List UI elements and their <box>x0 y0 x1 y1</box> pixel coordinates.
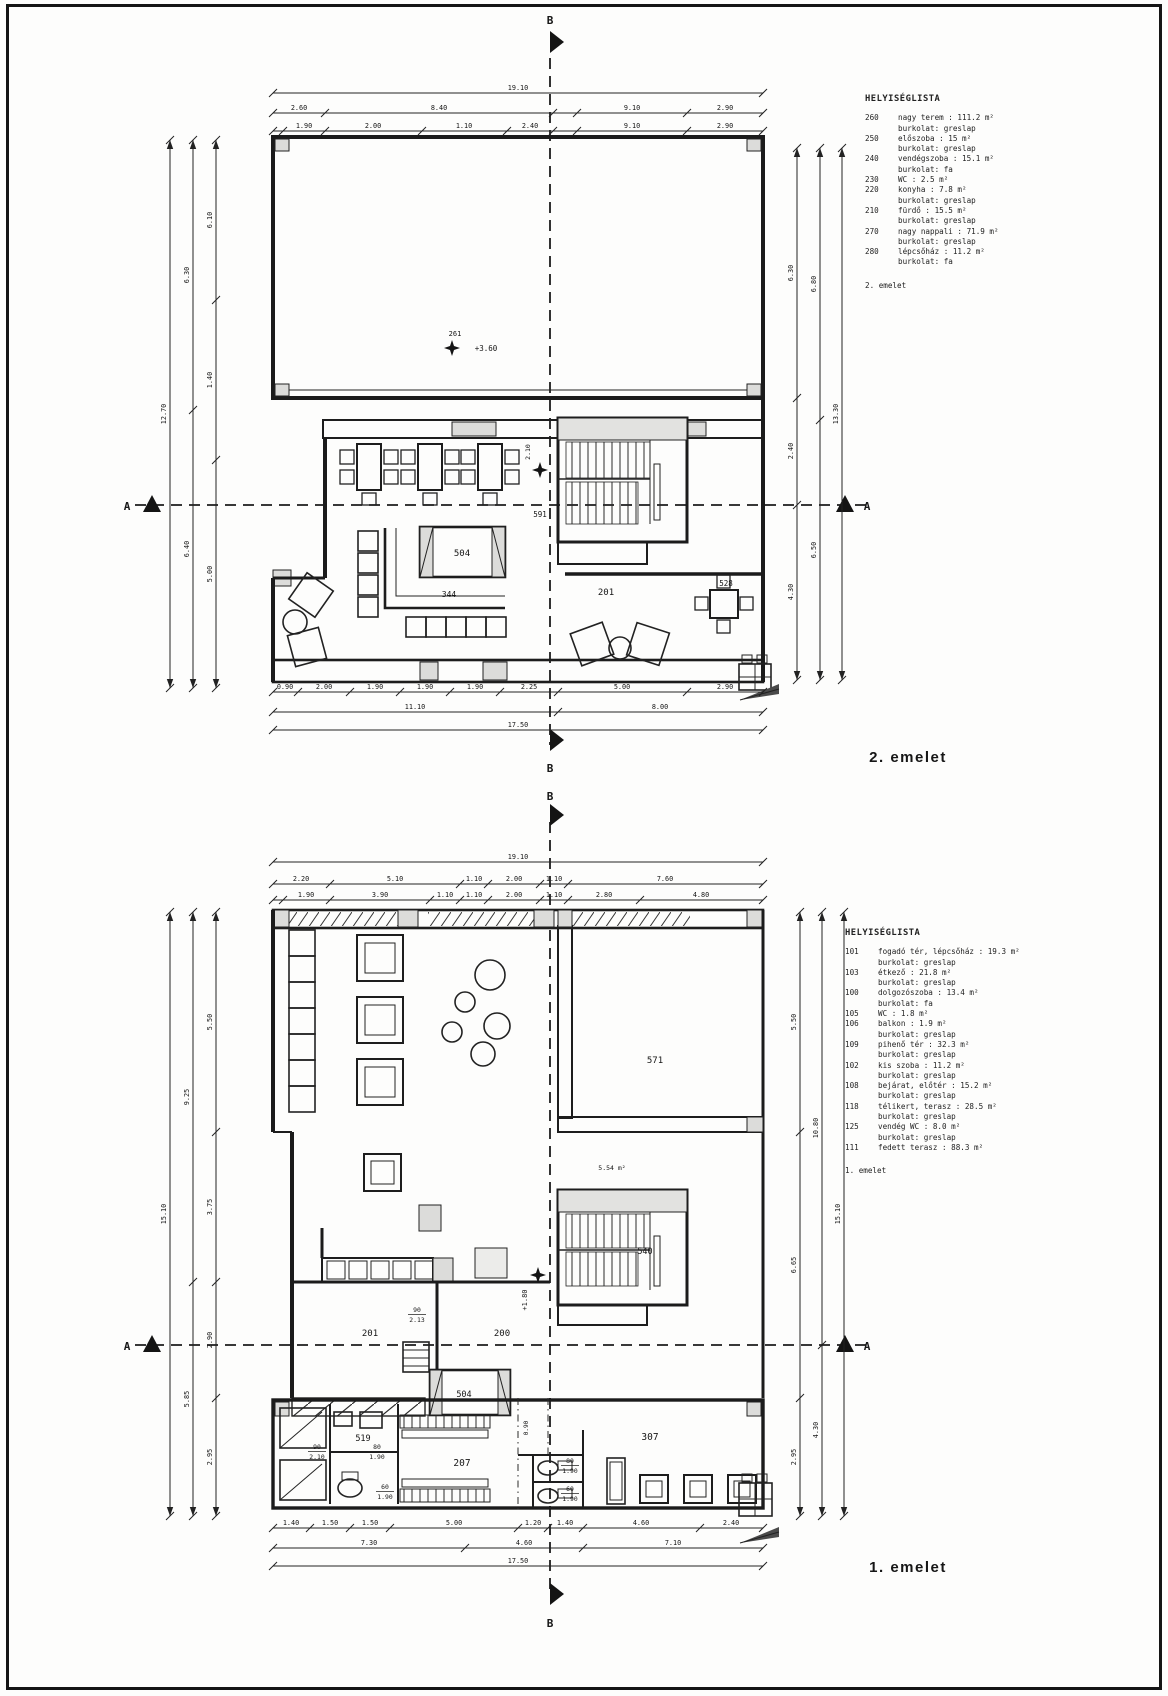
door-size-top: 90 <box>413 1306 421 1314</box>
dim-label: 1.90 <box>466 683 484 691</box>
dim-label: 2.90 <box>716 683 734 691</box>
room-label: 528 <box>719 579 733 588</box>
dim-label: 9.10 <box>623 104 641 112</box>
room-list-entry <box>865 134 999 144</box>
plan1-drawing <box>135 804 868 1605</box>
dim-label: 2.25 <box>520 683 538 691</box>
dim-label: 4.60 <box>632 1519 650 1527</box>
dim-arrow <box>167 140 173 149</box>
room-number: 230 <box>865 175 879 185</box>
door-size-bottom: 1.90 <box>562 1467 578 1475</box>
room-list-entry <box>845 1009 1020 1019</box>
dim-arrow <box>190 140 196 149</box>
dim-label: 2.60 <box>290 104 308 112</box>
room-finish: burkolat: greslap <box>898 195 976 205</box>
room-list-entry <box>845 1122 1020 1132</box>
dim-label: 4.30 <box>787 583 795 601</box>
dim-label: 2.40 <box>521 122 539 130</box>
room-label: 200 <box>493 1329 511 1339</box>
room-finish: burkolat: greslap <box>878 1070 956 1080</box>
dim-label: 2.95 <box>790 1448 798 1466</box>
dim-arrow <box>213 1507 219 1516</box>
room-finish: burkolat: greslap <box>878 978 956 988</box>
dim-label: 1.10 <box>465 891 483 899</box>
dimension-and-label-layer <box>124 14 947 1630</box>
room-label: 307 <box>641 1432 659 1443</box>
dim-label: 5.50 <box>790 1013 798 1031</box>
room-number: 118 <box>845 1101 859 1111</box>
room-name-area: étkező : 21.8 m² <box>878 967 952 977</box>
room-label: 591 <box>533 510 547 519</box>
dim-label: 9.25 <box>183 1088 191 1106</box>
dim-label: 2.90 <box>716 104 734 112</box>
room-number: 108 <box>845 1081 859 1091</box>
dim-arrow <box>167 912 173 921</box>
room-label: 207 <box>453 1458 471 1469</box>
room-label: 571 <box>646 1056 664 1066</box>
dim-arrow <box>190 912 196 921</box>
dim-label: 1.90 <box>416 683 434 691</box>
dim-label: 2.20 <box>292 875 310 883</box>
dim-label: 1.10 <box>465 875 483 883</box>
room-number: 280 <box>865 247 879 257</box>
plan1-stairwell <box>558 1190 687 1325</box>
dim-label: 2.80 <box>595 891 613 899</box>
dim-arrow <box>797 1507 803 1516</box>
room-name-area: konyha : 7.8 m² <box>898 185 967 195</box>
dim-label: 12.70 <box>160 403 168 425</box>
room-list-entry <box>865 206 999 216</box>
dim-label: 13.30 <box>832 403 840 425</box>
section-flag-b-bottom <box>550 1583 564 1605</box>
room-number: 270 <box>865 226 879 236</box>
plan2-walls <box>273 398 763 682</box>
section-line-a <box>135 495 868 512</box>
dim-arrow <box>794 148 800 157</box>
dim-label: 1.40 <box>206 371 214 389</box>
section-marker-a-left <box>143 1335 161 1352</box>
room-finish: burkolat: greslap <box>878 1050 956 1060</box>
dim-label: 5.50 <box>206 1013 214 1031</box>
room-label: 201 <box>361 1329 379 1339</box>
dim-label: 10.80 <box>812 1117 820 1139</box>
room-name-area: vendégszoba : 15.1 m² <box>898 154 995 164</box>
room-label: 261 <box>448 330 462 338</box>
room-list-entry <box>865 113 999 123</box>
dim-label: 5.85 <box>183 1390 191 1408</box>
plan1-hall <box>273 910 763 1398</box>
room-finish: burkolat: greslap <box>878 1132 956 1142</box>
dim-label: 1.10 <box>545 891 563 899</box>
room-list-entry <box>845 1081 1020 1091</box>
room-label: +3.60 <box>474 344 498 353</box>
room-name-area: fedett terasz : 88.3 m² <box>878 1142 984 1152</box>
dim-label: 8.00 <box>651 703 669 711</box>
dim-label: 7.60 <box>656 875 674 883</box>
door-size-bottom: 2.10 <box>309 1453 325 1461</box>
room-name-area: balkon : 1.9 m² <box>878 1019 947 1029</box>
dim-label: 1.90 <box>366 683 384 691</box>
dim-arrow <box>213 140 219 149</box>
room-name-area: fürdő : 15.5 m² <box>898 205 967 215</box>
room-list-rows <box>845 947 1020 1153</box>
dim-label: 4.80 <box>692 891 710 899</box>
room-name-area: dolgozószoba : 13.4 m² <box>878 988 979 998</box>
dim-label: 7.10 <box>664 1539 682 1547</box>
room-list-footer: 2. emelet <box>865 280 907 290</box>
section-marker-a-right <box>836 1335 854 1352</box>
dim-label: 1.20 <box>524 1519 542 1527</box>
dining-table <box>401 444 459 505</box>
room-finish: burkolat: greslap <box>878 957 956 967</box>
room-list-rows <box>865 113 999 267</box>
dim-arrow <box>841 1507 847 1516</box>
door-size-top: 90 <box>313 1443 321 1451</box>
room-finish: burkolat: fa <box>898 257 953 267</box>
dim-label: 1.40 <box>282 1519 300 1527</box>
room-list-title: HELYISÉGLISTA <box>865 94 941 104</box>
dim-label: 5.00 <box>613 683 631 691</box>
dim-label: 2.90 <box>716 122 734 130</box>
room-finish: burkolat: greslap <box>878 1091 956 1101</box>
plan2-drawing <box>135 31 868 751</box>
room-number: 100 <box>845 988 859 998</box>
section-flag-b-bottom <box>550 729 564 751</box>
dim-label: 6.50 <box>810 541 818 559</box>
room-label: A <box>863 1340 871 1353</box>
dim-label: 1.10 <box>545 875 563 883</box>
dim-arrow <box>839 671 845 680</box>
room-number: 220 <box>865 185 879 195</box>
dim-label: 6.80 <box>810 275 818 293</box>
dim-label: 2.40 <box>722 1519 740 1527</box>
room-label: B <box>546 14 554 27</box>
dim-label: 2.00 <box>315 683 333 691</box>
room-label: 0.90 <box>523 1420 530 1436</box>
room-label: 2.10 <box>524 444 532 460</box>
dim-arrow <box>819 1507 825 1516</box>
room-list-title: HELYISÉGLISTA <box>845 928 921 938</box>
door-size-bottom: 1.90 <box>369 1453 385 1461</box>
room-number: 106 <box>845 1019 859 1029</box>
room-label: 5.54 m² <box>598 1164 626 1172</box>
dim-label: 1.90 <box>295 122 313 130</box>
room-number: 102 <box>845 1060 859 1070</box>
dim-arrow <box>190 679 196 688</box>
elevation-marker <box>532 462 548 478</box>
room-list-footer: 1. emelet <box>845 1166 887 1176</box>
room-list-entry <box>845 968 1020 978</box>
room-label: A <box>123 500 131 513</box>
room-name-area: nagy nappali : 71.9 m² <box>898 226 999 236</box>
room-label: B <box>546 762 554 775</box>
room-list-entry <box>865 247 999 257</box>
dim-label: 5.00 <box>206 565 214 583</box>
room-number: 125 <box>845 1122 859 1132</box>
room-label: 504 <box>456 1390 472 1400</box>
room-label: B <box>546 1617 554 1630</box>
door-size-top: 80 <box>373 1443 381 1451</box>
dim-label: 6.10 <box>206 211 214 229</box>
dim-label: 4.30 <box>812 1421 820 1439</box>
dining-table <box>461 444 519 505</box>
room-finish: burkolat: fa <box>878 998 933 1008</box>
dim-arrow <box>167 679 173 688</box>
room-list-entry <box>845 1061 1020 1071</box>
room-list-entry <box>845 1019 1020 1029</box>
room-finish: burkolat: fa <box>898 164 953 174</box>
room-name-area: vendég WC : 8.0 m² <box>878 1122 961 1132</box>
room-label: 504 <box>453 549 471 559</box>
room-list-entry <box>845 988 1020 998</box>
dim-label: 11.10 <box>404 703 426 711</box>
room-finish: burkolat: greslap <box>898 144 976 154</box>
room-list-entry <box>865 175 999 185</box>
dim-arrow <box>794 671 800 680</box>
dim-arrow <box>817 148 823 157</box>
framed-column <box>357 935 403 1191</box>
door-size-bottom: 1.90 <box>377 1493 393 1501</box>
door-size-top: 60 <box>381 1483 389 1491</box>
dim-label: 7.30 <box>360 1539 378 1547</box>
dim-arrow <box>213 679 219 688</box>
dim-label: 6.30 <box>787 264 795 282</box>
room-list-entry <box>865 154 999 164</box>
dining-table <box>340 444 398 505</box>
dim-arrow <box>190 1507 196 1516</box>
room-finish: burkolat: greslap <box>898 216 976 226</box>
room-list-entry <box>845 1102 1020 1112</box>
dim-label: 0.90 <box>276 683 294 691</box>
room-name-area: pihenő tér : 32.3 m² <box>878 1039 970 1049</box>
dim-arrow <box>797 912 803 921</box>
dim-label: 2.40 <box>787 442 795 460</box>
dim-label: 19.10 <box>507 84 529 92</box>
door-size-bottom: 2.13 <box>409 1316 425 1324</box>
dim-label: 17.50 <box>507 721 529 729</box>
dim-label: 3.75 <box>206 1198 214 1216</box>
door-size-top: 80 <box>566 1457 574 1465</box>
elevation-marker <box>444 340 460 356</box>
dim-label: 2.95 <box>206 1448 214 1466</box>
room-label: +1.80 <box>521 1289 529 1311</box>
door-size-top: 60 <box>566 1485 574 1493</box>
dim-label: 1.50 <box>321 1519 339 1527</box>
room-label: 519 <box>355 1434 371 1444</box>
dim-label: 19.10 <box>507 853 529 861</box>
dim-label: 8.40 <box>430 104 448 112</box>
dim-label: 1.90 <box>297 891 315 899</box>
dim-arrow <box>817 671 823 680</box>
floor-title: 2. emelet <box>869 749 947 766</box>
room-name-area: fogadó tér, lépcsőház : 19.3 m² <box>878 947 1020 957</box>
dim-arrow <box>841 912 847 921</box>
section-flag-b-top <box>550 31 564 53</box>
section-flag-b-top <box>550 804 564 826</box>
room-finish: burkolat: greslap <box>898 236 976 246</box>
plan2-stairwell <box>558 418 687 564</box>
room-label: A <box>863 500 871 513</box>
dim-label: 17.50 <box>507 1557 529 1565</box>
dim-label: 5.00 <box>445 1519 463 1527</box>
dim-label: 2.00 <box>505 875 523 883</box>
door-size-bottom: 1.90 <box>562 1495 578 1503</box>
dim-label: 1.10 <box>436 891 454 899</box>
room-name-area: kis szoba : 11.2 m² <box>878 1060 965 1070</box>
dim-label: 1.50 <box>361 1519 379 1527</box>
section-marker-a-left <box>143 495 161 512</box>
room-label: 540 <box>637 1247 653 1257</box>
section-marker-a-right <box>836 495 854 512</box>
room-number: 109 <box>845 1039 859 1049</box>
room-list-floor1 <box>845 928 1020 1177</box>
dim-arrow <box>167 1507 173 1516</box>
dim-label: 1.10 <box>455 122 473 130</box>
dim-label: 1.40 <box>556 1519 574 1527</box>
dim-label: 3.90 <box>371 891 389 899</box>
dim-arrow <box>839 148 845 157</box>
room-name-area: télikert, terasz : 28.5 m² <box>878 1101 997 1111</box>
room-label: 344 <box>441 590 457 599</box>
room-finish: burkolat: greslap <box>878 1112 956 1122</box>
dim-label: 15.10 <box>834 1203 842 1225</box>
dim-label: 15.10 <box>160 1203 168 1225</box>
room-number: 210 <box>865 205 879 215</box>
dim-label: 6.30 <box>183 266 191 284</box>
dim-label: 5.10 <box>386 875 404 883</box>
room-name-area: WC : 2.5 m² <box>898 175 949 185</box>
room-list-entry <box>865 227 999 237</box>
room-label: 201 <box>597 588 615 598</box>
room-finish: burkolat: greslap <box>898 123 976 133</box>
plan2-dining-tables <box>340 444 519 505</box>
plan1-stairs-elevator <box>292 1342 510 1416</box>
room-number: 105 <box>845 1009 859 1019</box>
room-name-area: WC : 1.8 m² <box>878 1009 929 1019</box>
room-label: B <box>546 790 554 803</box>
dim-label: 6.65 <box>790 1256 798 1274</box>
plan2-upper-room <box>273 137 763 398</box>
dim-arrow <box>213 912 219 921</box>
room-name-area: nagy terem : 111.2 m² <box>898 113 995 123</box>
room-name-area: bejárat, előtér : 15.2 m² <box>878 1081 993 1091</box>
dim-label: 2.00 <box>505 891 523 899</box>
room-list-entry <box>845 1143 1020 1153</box>
room-name-area: előszoba : 15 m² <box>898 133 972 143</box>
floor-title: 1. emelet <box>869 1559 947 1576</box>
room-number: 260 <box>865 113 879 123</box>
room-number: 240 <box>865 154 879 164</box>
room-list-floor2 <box>865 94 999 291</box>
room-number: 111 <box>845 1142 859 1152</box>
dim-label: 2.90 <box>206 1331 214 1349</box>
dim-label: 2.00 <box>364 122 382 130</box>
room-name-area: lépcsőház : 11.2 m² <box>898 247 985 257</box>
room-list-entry <box>845 947 1020 957</box>
dim-label: 4.60 <box>515 1539 533 1547</box>
room-number: 250 <box>865 133 879 143</box>
room-number: 101 <box>845 947 859 957</box>
room-number: 103 <box>845 967 859 977</box>
plan2-lounge <box>283 573 771 690</box>
room-list-entry <box>865 185 999 195</box>
dim-label: 9.10 <box>623 122 641 130</box>
room-label: A <box>123 1340 131 1353</box>
dim-arrow <box>819 912 825 921</box>
dim-label: 6.40 <box>183 540 191 558</box>
slope-arrow-icon <box>740 1527 779 1543</box>
room-finish: burkolat: greslap <box>878 1029 956 1039</box>
room-list-entry <box>845 1040 1020 1050</box>
